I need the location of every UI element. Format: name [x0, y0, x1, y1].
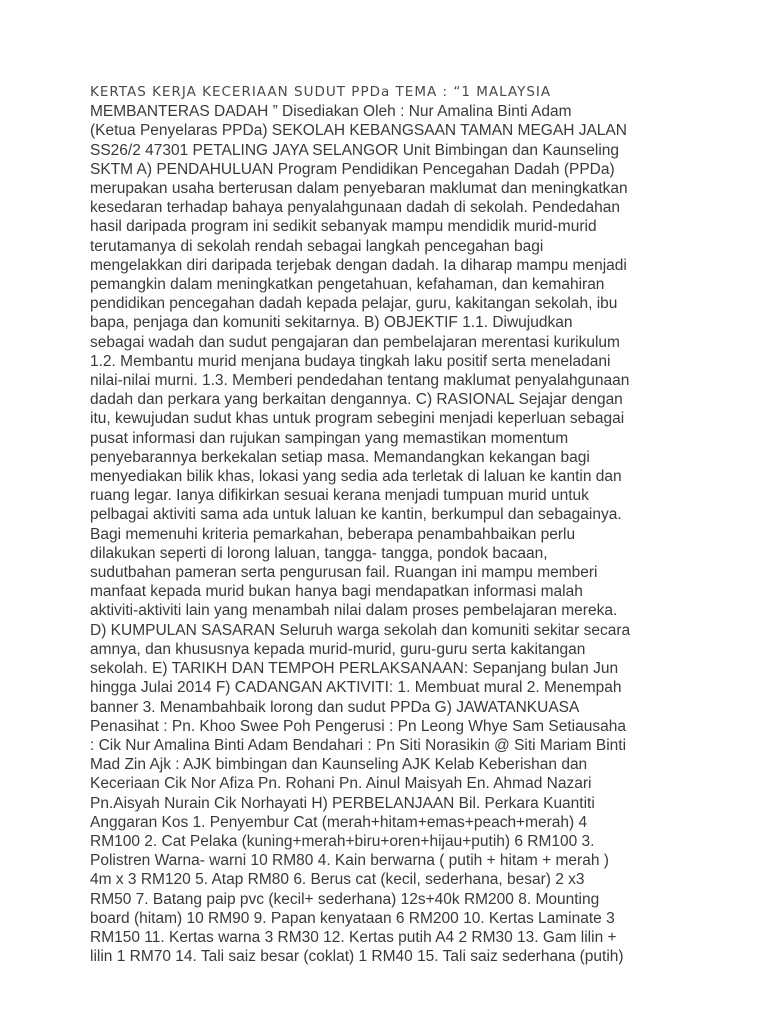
- text-line: D) KUMPULAN SASARAN Seluruh warga sekolah dan komuniti sekitar secara: [90, 621, 631, 639]
- text-line: menyediakan bilik khas, lokasi yang sedia ada terletak di laluan ke kantin dan: [90, 468, 622, 486]
- text-line: terutamanya di sekolah rendah sebagai langkah pencegahan bagi: [90, 237, 544, 255]
- text-line: (Ketua Penyelaras PPDa) SEKOLAH KEBANGSAAN TAMAN MEGAH JALAN: [90, 122, 627, 140]
- text-line: kesedaran terhadap bahaya penyalahgunaan dadah di sekolah. Pendedahan: [90, 199, 621, 217]
- text-line: itu, kewujudan sudut khas untuk program sebegini menjadi keperluan sebagai: [90, 410, 625, 428]
- text-line: sekolah. E) TARIKH DAN TEMPOH PERLAKSANAAN: Sepanjang bulan Jun: [90, 660, 619, 678]
- text-line: pusat informasi dan rujukan sampingan yang memastikan momentum: [90, 429, 569, 447]
- text-line: MEMBANTERAS DADAH ” Disediakan Oleh : Nur Amalina Binti Adam: [90, 103, 572, 121]
- text-line: Mad Zin Ajk : AJK bimbingan dan Kaunseling AJK Kelab Keberishan dan: [90, 756, 588, 774]
- text-line: hasil daripada program ini sedikit sebanyak mampu mendidik murid-murid: [90, 218, 597, 236]
- text-line: amnya, dan khususnya kepada murid-murid, guru-guru serta kakitangan: [90, 640, 586, 658]
- text-line: dilakukan seperti di lorong laluan, tangga- tangga, pondok bacaan,: [90, 544, 548, 562]
- text-line: hingga Julai 2014 F) CADANGAN AKTIVITI: 1. Membuat mural 2. Menempah: [90, 679, 622, 697]
- text-line: bapa, penjaga dan komuniti sekitarnya. B) OBJEKTIF 1.1. Diwujudkan: [90, 314, 573, 332]
- text-line: Polistren Warna- warni 10 RM80 4. Kain berwarna ( putih + hitam + merah ): [90, 852, 609, 870]
- text-line: aktiviti-aktiviti lain yang menambah nilai dalam proses pembelajaran mereka.: [90, 602, 618, 620]
- text-line: Pn.Aisyah Nurain Cik Norhayati H) PERBELANJAAN Bil. Perkara Kuantiti: [90, 794, 595, 812]
- document-body: [90, 82, 680, 966]
- document-title-line: [90, 82, 680, 102]
- text-line: RM50 7. Batang paip pvc (kecil+ sederhana) 12s+40k RM200 8. Mounting: [90, 890, 600, 908]
- text-line: Bagi memenuhi kriteria pemarkahan, beberapa penambahbaikan perlu: [90, 525, 576, 543]
- text-line: Anggaran Kos 1. Penyembur Cat (merah+hitam+emas+peach+merah) 4: [90, 813, 588, 831]
- text-line: Keceriaan Cik Nor Afiza Pn. Rohani Pn. Ainul Maisyah En. Ahmad Nazari: [90, 775, 592, 793]
- document-title: KERTAS KERJA KECERIAAN SUDUT PPDa TEMA : “1 MALAYSIA: [90, 84, 552, 100]
- text-line: sebagai wadah dan sudut pengajaran dan pembelajaran merentasi kurikulum: [90, 333, 620, 351]
- text-line: sudutbahan pameran serta pengurusan fail. Ruangan ini mampu memberi: [90, 564, 598, 582]
- text-line: pemangkin dalam meningkatkan pengetahuan, kefahaman, dan kemahiran: [90, 276, 605, 294]
- text-line: dadah dan perkara yang berkaitan dengannya. C) RASIONAL Sejajar dengan: [90, 391, 623, 409]
- text-line: lilin 1 RM70 14. Tali saiz besar (coklat) 1 RM40 15. Tali saiz sederhana (putih): [90, 948, 624, 966]
- text-line: 4m x 3 RM120 5. Atap RM80 6. Berus cat (kecil, sederhana, besar) 2 x3: [90, 871, 585, 889]
- text-line: 1.2. Membantu murid menjana budaya tingkah laku positif serta meneladani: [90, 352, 611, 370]
- text-line: SS26/2 47301 PETALING JAYA SELANGOR Unit Bimbingan dan Kaunseling: [90, 141, 620, 159]
- text-line: RM150 11. Kertas warna 3 RM30 12. Kertas putih A4 2 RM30 13. Gam lilin +: [90, 928, 617, 946]
- text-line: RM100 2. Cat Pelaka (kuning+merah+biru+oren+hijau+putih) 6 RM100 3.: [90, 832, 595, 850]
- text-line: manfaat kepada murid bukan hanya bagi mendapatkan informasi malah: [90, 583, 583, 601]
- text-line: board (hitam) 10 RM90 9. Papan kenyataan 6 RM200 10. Kertas Laminate 3: [90, 909, 615, 927]
- text-line: mengelakkan diri daripada terjebak dengan dadah. Ia diharap mampu menjadi: [90, 256, 627, 274]
- text-line: ruang legar. Ianya difikirkan sesuai kerana menjadi tumpuan murid untuk: [90, 487, 589, 505]
- text-line: Penasihat : Pn. Khoo Swee Poh Pengerusi : Pn Leong Whye Sam Setiausaha: [90, 717, 626, 735]
- text-line: : Cik Nur Amalina Binti Adam Bendahari : Pn Siti Norasikin @ Siti Mariam Binti: [90, 736, 627, 754]
- text-line: pendidikan pencegahan dadah kepada pelajar, guru, kakitangan sekolah, ibu: [90, 295, 618, 313]
- text-line: nilai-nilai murni. 1.3. Memberi pendedahan tentang maklumat penyalahgunaan: [90, 372, 630, 390]
- text-line: SKTM A) PENDAHULUAN Program Pendidikan Pencegahan Dadah (PPDa): [90, 160, 615, 178]
- text-line: penyebarannya berkekalan setiap masa. Memandangkan kekangan bagi: [90, 448, 590, 466]
- text-line: pelbagai aktiviti sama ada untuk laluan ke kantin, berkumpul dan sebagainya.: [90, 506, 622, 524]
- text-line: merupakan usaha berterusan dalam penyebaran maklumat dan meningkatkan: [90, 180, 628, 198]
- text-line: banner 3. Menambahbaik lorong dan sudut PPDa G) JAWATANKUASA: [90, 698, 580, 716]
